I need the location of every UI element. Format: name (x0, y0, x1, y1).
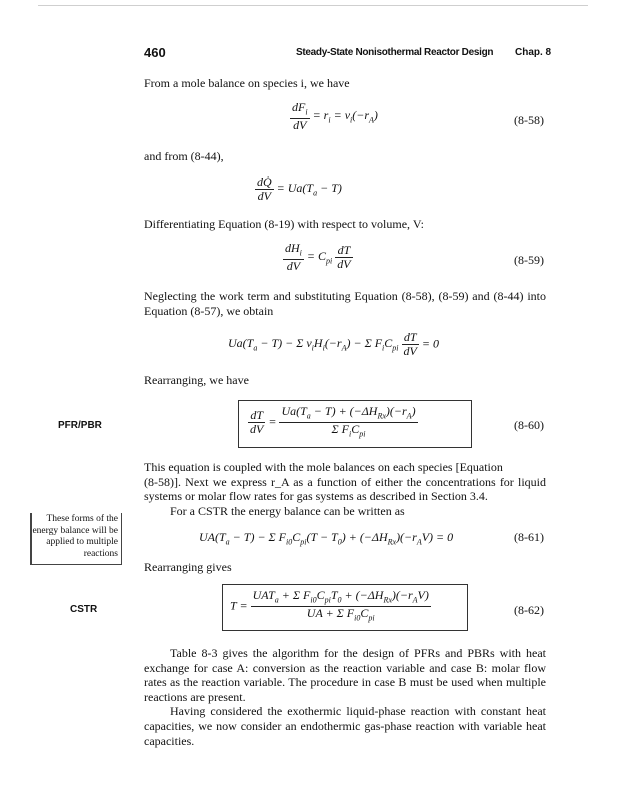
paragraph-coupled-line1: This equation is coupled with the mole balances on each species [Equation (144, 460, 503, 474)
text-line-rearranging-gives: Rearranging gives (144, 560, 232, 574)
chapter-label: Chap. 8 (515, 47, 552, 58)
equation-8-59: $\frac{dH_i}{dV}$ = $C_{pi}$ $\frac{dT}{dV}$ (285, 241, 351, 274)
page-number: 460 (144, 45, 166, 60)
paragraph-table-text: Table 8-3 gives the algorithm for the design of PFRs and PBRs with heat exchange for case A: conversion as the reaction variable and case B: molar flow rates as the reaction variable. The procedure in case B must be used when multiple reactions are present. (144, 646, 546, 704)
side-label-pfr-pbr: PFR/PBR (58, 420, 102, 431)
top-rule (38, 5, 588, 6)
equation-heat-removal: $\frac{dQ̇}{dV}$ = $Ua(T_a - T)$ (257, 175, 342, 203)
paragraph-endothermic-text: Having considered the exothermic liquid-phase reaction with constant heat capacities, we now consider an endothermic gas-phase reaction with variable heat capacities. (144, 704, 546, 748)
equation-number-8-59: (8-59) (514, 253, 544, 267)
paragraph-neglecting-work-text: Neglecting the work term and substituting Equation (8-58), (8-59) and (8-44) into Equation (8-57), we obtain (144, 289, 546, 318)
equation-number-8-62: (8-62) (514, 603, 544, 617)
paragraph-table-8-3 (144, 646, 546, 748)
equation-8-61: $UA(T_a - T) - \Sigma$ $F_{i0}C_{pi}(T - T_0) + (-\Delta H_{Rx})(-r_AV) = 0$ (199, 530, 454, 547)
margin-note: These forms of the energy balance will be applied to multiple reactions (30, 513, 122, 565)
text-line-differentiating: Differentiating Equation (8-19) with respect to volume, V: (144, 217, 424, 231)
text-line-from-8-44: and from (8-44), (144, 149, 224, 163)
paragraph-coupled-rest: (8-58)]. Next we express r_A as a function of either the concentrations for liquid systems or molar flow rates for gas systems as described in Section 3.4. (144, 474, 546, 504)
equation-number-8-61: (8-61) (514, 530, 544, 544)
running-title: Steady-State Nonisothermal Reactor Design (296, 47, 494, 58)
equation-number-8-58: (8-58) (514, 113, 544, 127)
equation-combined-energy: $Ua(T_a - T) - \Sigma$ $\nu_iH_i(-r_A) - \Sigma$ $F_iC_{pi}$ $\frac{dT}{dV}$ = 0 (228, 330, 439, 358)
equation-number-8-60: (8-60) (514, 418, 544, 432)
equation-8-62: T = $\frac{UAT_a + \Sigma F_{i0}C_{pi}T_0 + (-\Delta H_{Rx})(-r_AV)}{UA + \Sigma F_{i0}C_{pi}}$ (230, 588, 429, 623)
text-line-mole-balance: From a mole balance on species i, we have (144, 76, 350, 90)
equation-8-60: $\frac{dT}{dV}$ = $\frac{Ua(T_a - T) + (-\Delta H_{Rx})(-r_A)}{\Sigma F_iC_{pi}}$ (250, 404, 416, 439)
paragraph-coupled-equation (144, 460, 546, 518)
paragraph-cstr-intro: For a CSTR the energy balance can be written as (170, 503, 405, 518)
equation-8-58: $\frac{dF_i}{dV}$ = $r_i = \nu_i(-r_A)$ (292, 100, 378, 133)
text-line-rearranging: Rearranging, we have (144, 373, 249, 387)
side-label-cstr: CSTR (70, 604, 98, 615)
paragraph-neglecting-work (144, 289, 546, 318)
